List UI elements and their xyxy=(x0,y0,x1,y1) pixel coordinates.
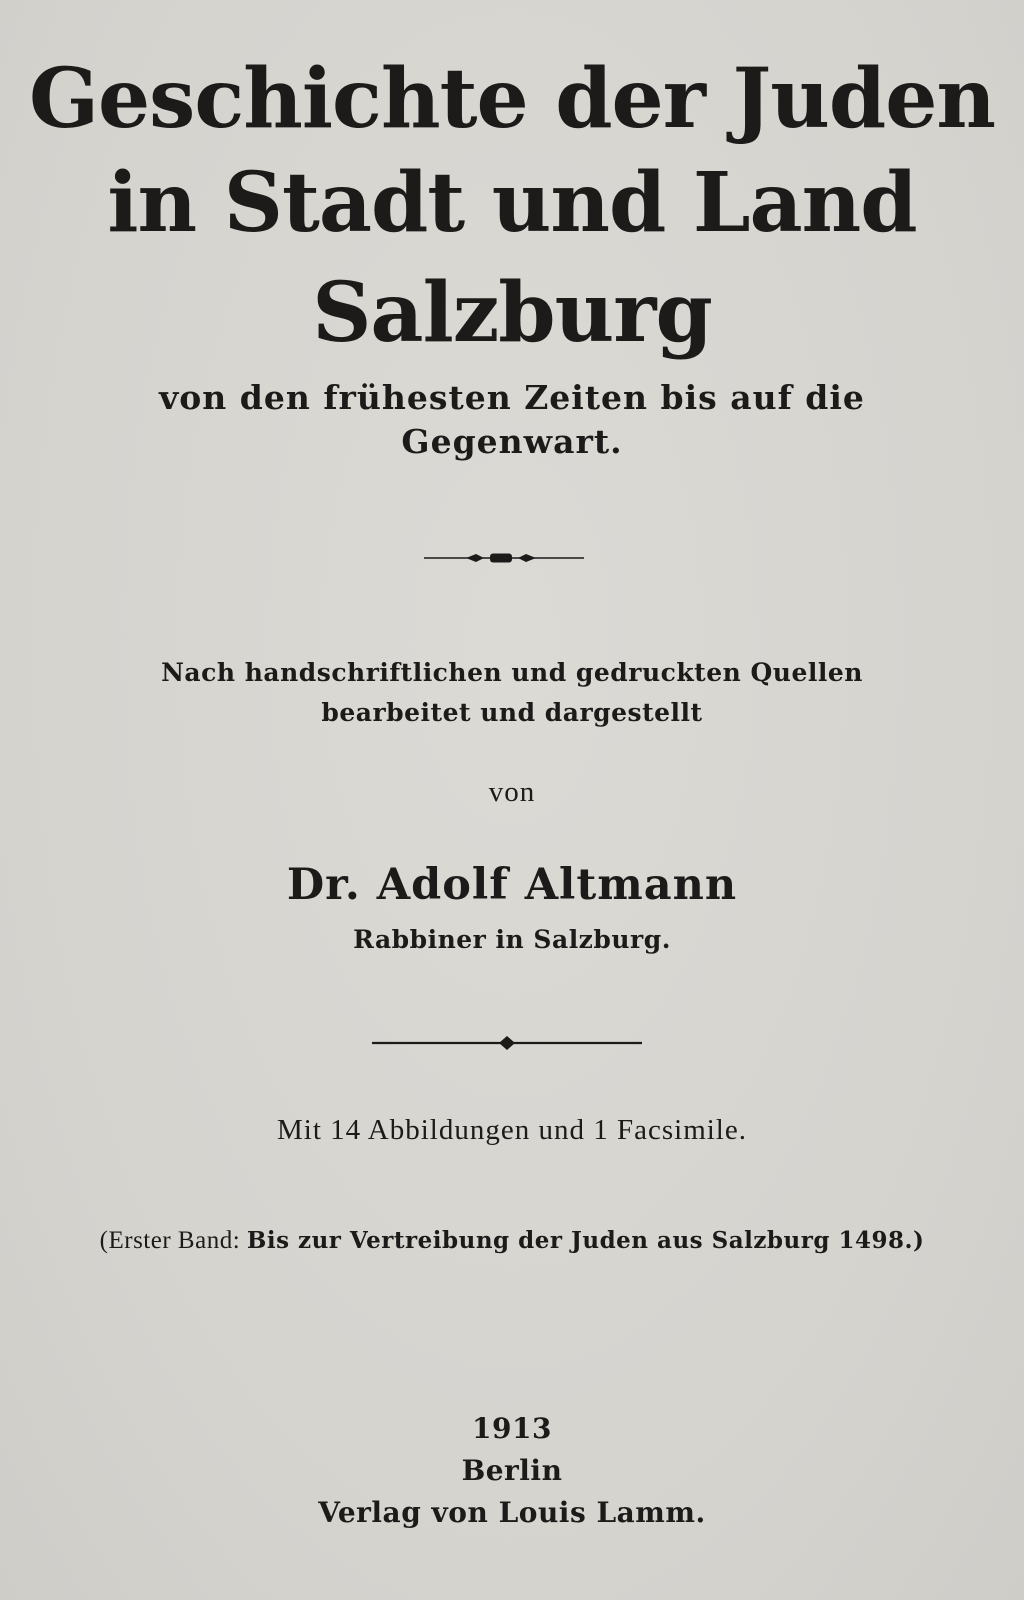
author-name: Dr. Adolf Altmann xyxy=(286,860,738,910)
imprint-year: 1913 xyxy=(472,1412,552,1445)
author-role: Rabbiner in Salzburg. xyxy=(353,925,671,954)
ornamental-rule-diamond xyxy=(372,1035,642,1051)
volume-note xyxy=(0,1227,1024,1255)
illustrations-note: Mit 14 Abbildungen und 1 Facsimile. xyxy=(277,1114,747,1146)
by-label: von xyxy=(488,776,536,808)
title-line-2: in Stadt und Land xyxy=(107,155,917,251)
title-line-1: Geschichte der Juden xyxy=(28,51,995,147)
ornamental-rule-top xyxy=(420,548,588,568)
source-line-1: Nach handschriftlichen und gedruckten Quellen xyxy=(161,658,863,687)
imprint-city: Berlin xyxy=(461,1454,563,1487)
volume-note-prefix: (Erster Band: xyxy=(99,1227,247,1254)
source-line-2: bearbeitet und dargestellt xyxy=(321,698,703,727)
volume-note-text: Bis zur Vertreibung der Juden aus Salzburg 1498.) xyxy=(246,1227,925,1254)
subtitle-line-2: Gegenwart. xyxy=(401,422,623,461)
imprint-publisher: Verlag von Louis Lamm. xyxy=(318,1496,706,1529)
title-line-3: Salzburg xyxy=(312,265,712,361)
subtitle-line-1: von den frühesten Zeiten bis auf die xyxy=(159,378,865,417)
